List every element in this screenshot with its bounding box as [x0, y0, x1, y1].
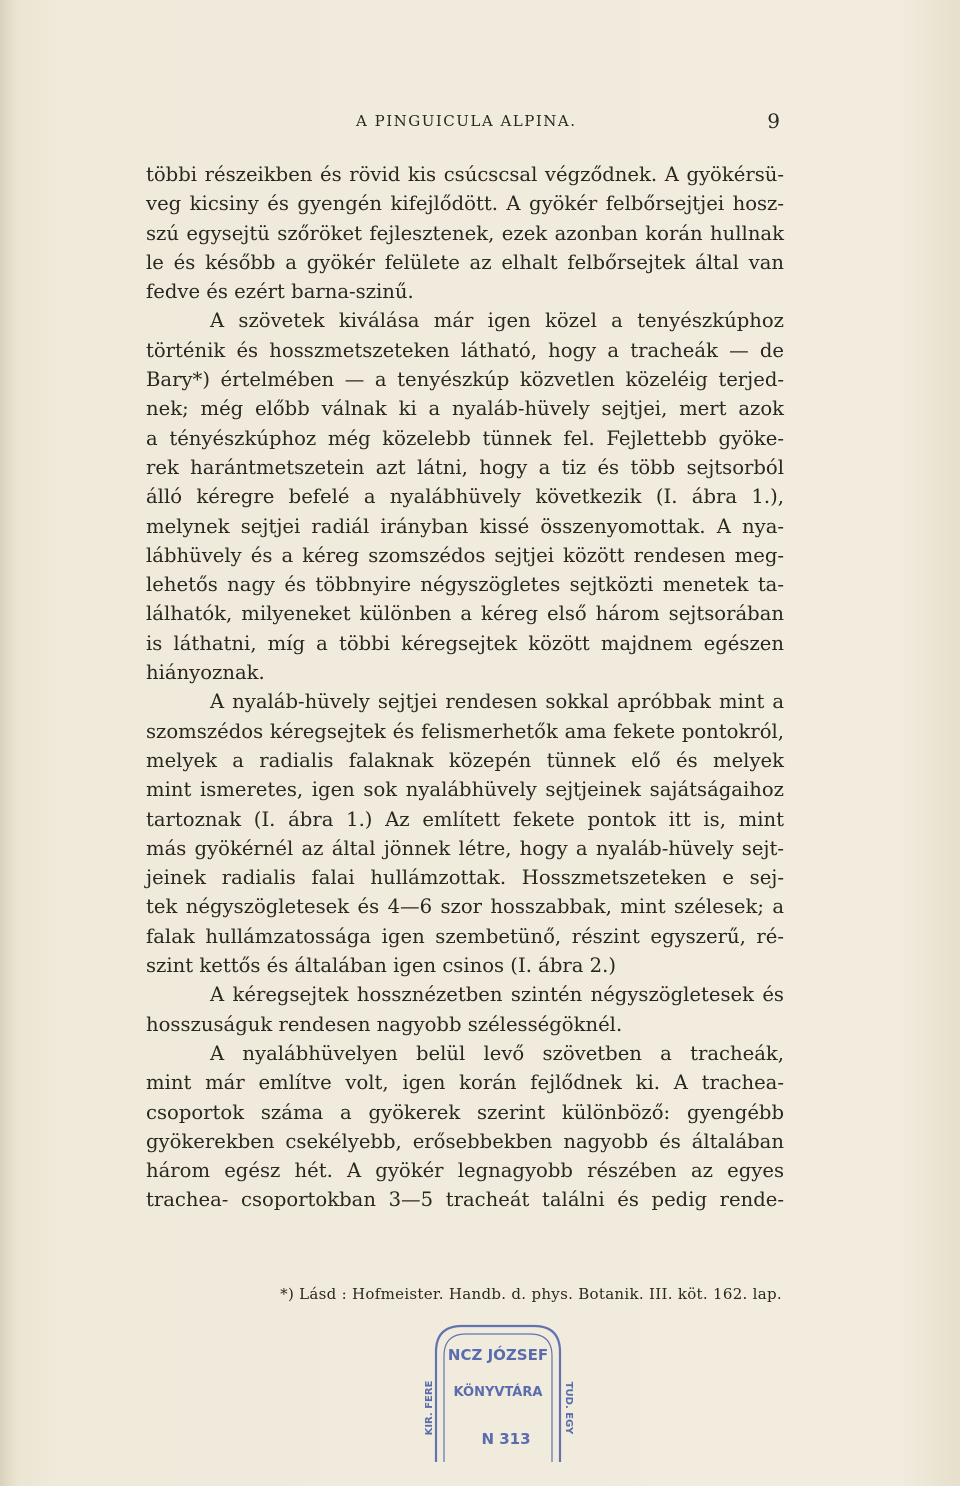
text-line: A nyaláb-hüvely sejtjei rendesen sokkal apróbbak mint a	[210, 690, 784, 714]
stamp-side-left: KIR. FERE	[424, 1380, 435, 1436]
page-number: 9	[767, 109, 780, 133]
text-line: le és később a gyökér felülete az elhalt felbőrsejtek által van	[146, 250, 784, 274]
text-line: hiányoznak.	[146, 661, 265, 685]
running-title: A PINGUICULA ALPINA.	[356, 112, 577, 130]
stamp-number: N 313	[481, 1430, 531, 1448]
text-line: veg kicsiny és gyengén kifejlődött. A gyökér felbőrsejtjei hosz-	[146, 192, 784, 216]
text-line: mint ismeretes, igen sok nyalábhüvely sejtjeinek sajátságaihoz	[146, 778, 784, 802]
text-line: trachea- csoportokban 3—5 tracheát találni és pedig rende-	[146, 1188, 784, 1212]
text-line: tartoznak (I. ábra 1.) Az említett fekete pontok itt is, mint	[146, 807, 784, 831]
text-line: álló kéregre befelé a nyalábhüvely következik (I. ábra 1.),	[146, 485, 784, 509]
text-line: nek; még előbb válnak ki a nyaláb-hüvely sejtjei, mert azok	[146, 397, 784, 421]
text-line: három egész hét. A gyökér legnagyobb részében az egyes	[146, 1159, 784, 1183]
text-line: szint kettős és általában igen csinos (I. ábra 2.)	[146, 954, 616, 978]
text-line: is láthatni, míg a többi kéregsejtek között majdnem egészen	[146, 631, 784, 655]
library-stamp-icon	[418, 1312, 578, 1472]
footnote: *) Lásd : Hofmeister. Handb. d. phys. Botanik. III. köt. 162. lap.	[280, 1285, 782, 1303]
text-line: falak hullámzatossága igen szembetünő, részint egyszerű, ré-	[146, 924, 784, 948]
text-line: szomszédos kéregsejtek és felismerhetők ama fekete pontokról,	[146, 719, 784, 743]
text-line: Bary*) értelmében — a tenyészkúp közvetlen közeléig terjed-	[146, 368, 784, 392]
page-header	[146, 109, 782, 140]
text-line: a tényészkúphoz még közelebb tünnek fel. Fejlettebb gyöke-	[146, 426, 784, 450]
stamp-side-right: TUD. EGY	[563, 1381, 574, 1435]
text-line: lehetős nagy és többnyire négyszögletes sejtközti menetek ta-	[146, 573, 784, 597]
text-line: történik és hosszmetszeteken látható, hogy a tracheák — de	[146, 338, 784, 362]
text-line: többi részeikben és rövid kis csúcscsal végződnek. A gyökérsü-	[146, 163, 784, 186]
text-line: A szövetek kiválása már igen közel a tenyészkúphoz	[210, 309, 784, 333]
text-line: rek harántmetszetein azt látni, hogy a tiz és több sejtsorból	[146, 455, 784, 479]
text-line: szú egysejtü szőröket fejlesztenek, ezek azonban korán hullnak	[146, 221, 784, 245]
text-line: A nyalábhüvelyen belül levő szövetben a tracheák,	[210, 1041, 784, 1065]
text-line: hosszuságuk rendesen nagyobb szélességöknél.	[146, 1012, 623, 1036]
body-text	[146, 160, 784, 1215]
text-line: mint már említve volt, igen korán fejlődnek ki. A trachea-	[146, 1071, 784, 1095]
text-line: tek négyszögletesek és 4—6 szor hosszabbak, mint szélesek; a	[146, 895, 784, 919]
text-line: jeinek radialis falai hullámzottak. Hosszmetszeteken e sej-	[146, 866, 784, 890]
text-line: A kéregsejtek hossznézetben szintén négyszögletesek és	[210, 983, 784, 1007]
text-line: lálhatók, milyeneket különben a kéreg első három sejtsorában	[146, 602, 784, 626]
stamp-line2: KÖNYVTÁRA	[453, 1385, 543, 1400]
text-line: más gyökérnél az által jönnek létre, hogy a nyaláb-hüvely sejt-	[146, 836, 784, 860]
text-line: melynek sejtjei radiál irányban kissé összenyomottak. A nya-	[146, 514, 784, 538]
text-line: fedve és ezért barna-szinű.	[146, 280, 414, 304]
text-line: melyek a radialis falaknak közepén tünnek elő és melyek	[146, 748, 784, 772]
text-line: gyökerekben csekélyebb, erősebbekben nagyobb és általában	[146, 1129, 784, 1153]
stamp-line1: NCZ JÓZSEF	[447, 1346, 549, 1364]
text-line: csoportok száma a gyökerek szerint különböző: gyengébb	[146, 1100, 784, 1124]
text-line: lábhüvely és a kéreg szomszédos sejtjei között rendesen meg-	[146, 543, 784, 567]
